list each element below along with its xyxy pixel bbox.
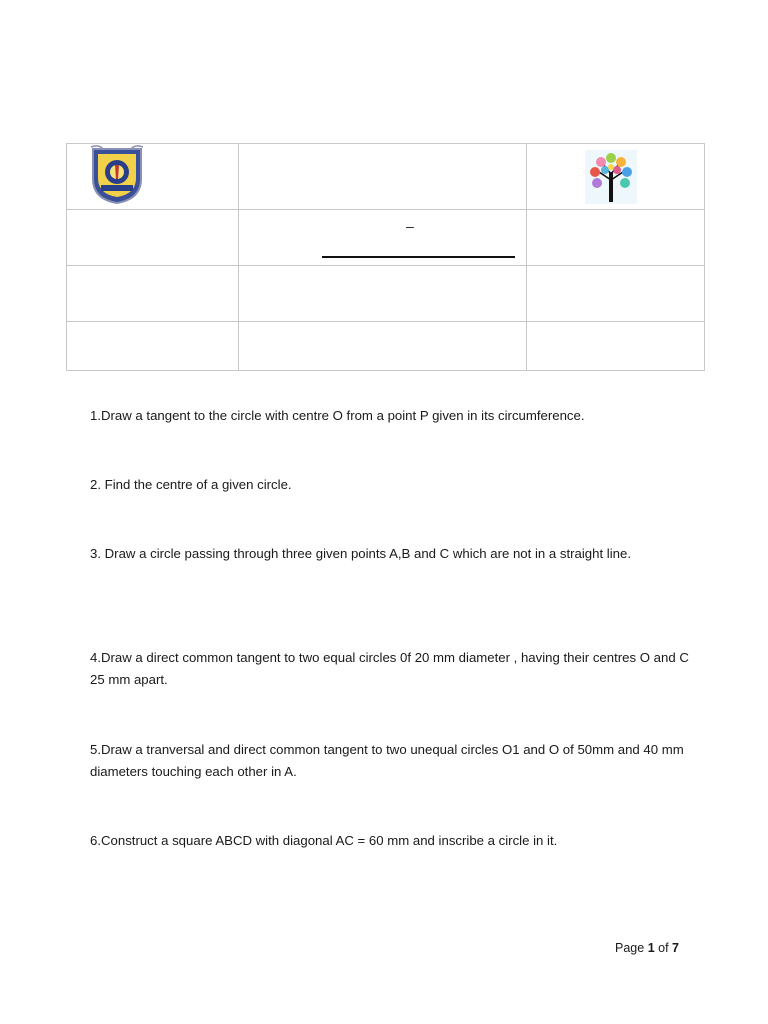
question-4: 4.Draw a direct common tangent to two equal circles 0f 20 mm diameter , having their centres O and C 25 mm apart. — [90, 650, 689, 687]
page-label: Page — [615, 941, 645, 955]
table-cell — [67, 266, 239, 322]
question-6: 6.Construct a square ABCD with diagonal AC = 60 mm and inscribe a circle in it. — [90, 833, 558, 848]
table-cell — [239, 266, 527, 322]
tree-logo-cell — [527, 144, 705, 210]
page-number — [615, 941, 679, 955]
current-page: 1 — [647, 941, 655, 955]
table-cell — [67, 322, 239, 371]
dash-mark: – — [406, 218, 414, 234]
subject-cell — [239, 210, 527, 266]
table-cell — [527, 266, 705, 322]
table-cell — [239, 322, 527, 371]
school-logo-cell — [67, 144, 239, 210]
table-cell — [527, 322, 705, 371]
question-5: 5.Draw a tranversal and direct common tangent to two unequal circles O1 and O of 50mm and 40 mm diameters touching each other in A. — [90, 742, 684, 779]
question-3: 3. Draw a circle passing through three given points A,B and C which are not in a straight line. — [90, 546, 631, 561]
table-cell — [527, 210, 705, 266]
title-cell — [239, 144, 527, 210]
total-pages: 7 — [672, 941, 679, 955]
question-2: 2. Find the centre of a given circle. — [90, 477, 292, 492]
knowledge-tree-icon — [585, 150, 637, 204]
school-crest-icon — [89, 145, 145, 205]
header-table — [66, 143, 705, 371]
table-cell — [67, 210, 239, 266]
question-1: 1.Draw a tangent to the circle with centre O from a point P given in its circumference. — [90, 408, 585, 423]
of-label: of — [658, 941, 669, 955]
underline-bar — [322, 256, 515, 258]
